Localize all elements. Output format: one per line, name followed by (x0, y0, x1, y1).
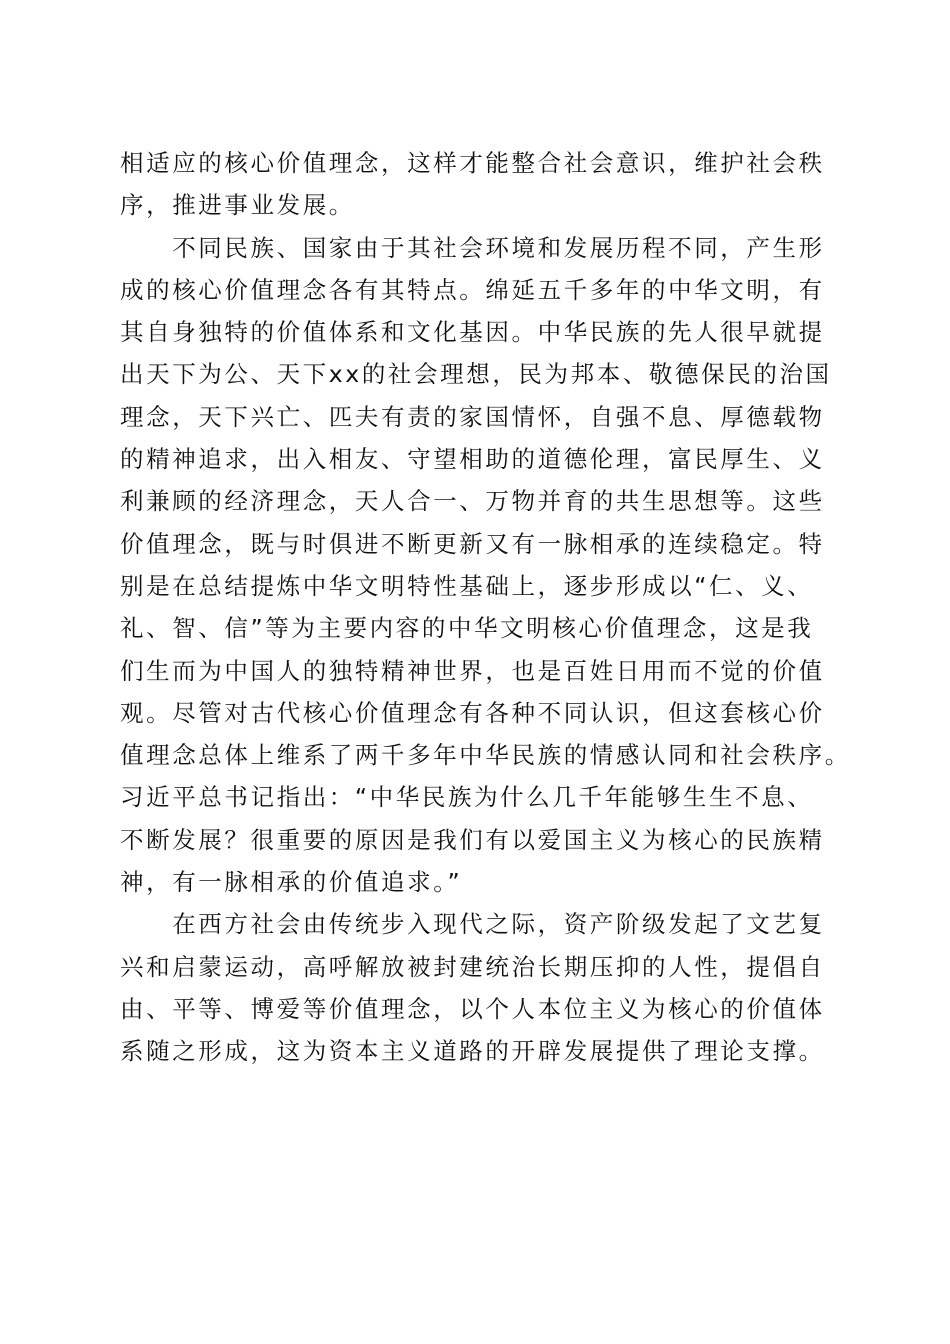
text-line: 利兼顾的经济理念，天人合一、万物并育的共生思想等。这些 (120, 487, 825, 516)
text-line: 不断发展？很重要的原因是我们有以爱国主义为核心的民族精 (120, 825, 825, 854)
text-line: 出天下为公、天下xx的社会理想，民为邦本、敬德保民的治国 (120, 360, 832, 389)
text-line: 成的核心价值理念各有其特点。绵延五千多年的中华文明，有 (120, 275, 825, 304)
text-line: 礼、智、信”等为主要内容的中华文明核心价值理念，这是我 (120, 614, 814, 643)
text-line: 系随之形成，这为资本主义道路的开辟发展提供了理论支撑。 (120, 1037, 825, 1066)
text-line: 序，推进事业发展。 (120, 191, 355, 220)
text-line: 不同民族、国家由于其社会环境和发展历程不同，产生形 (120, 233, 825, 262)
text-line: 的精神追求，出入相友、守望相助的道德伦理，富民厚生、义 (120, 445, 825, 474)
text-line: 由、平等、博爱等价值理念，以个人本位主义为核心的价值体 (120, 994, 825, 1023)
text-line: 价值理念，既与时俱进不断更新又有一脉相承的连续稳定。特 (120, 529, 825, 558)
text-line: 理念，天下兴亡、匹夫有责的家国情怀，自强不息、厚德载物 (120, 402, 825, 431)
text-line: 相适应的核心价值理念，这样才能整合社会意识，维护社会秩 (120, 149, 825, 177)
text-line: 别是在总结提炼中华文明特性基础上，逐步形成以“仁、义、 (120, 571, 814, 600)
text-line: 值理念总体上维系了两千多年中华民族的情感认同和社会秩序。 (120, 741, 851, 770)
text-line: 在西方社会由传统步入现代之际，资产阶级发起了文艺复 (120, 910, 825, 939)
text-line: 神，有一脉相承的价值追求。” (120, 868, 463, 897)
text-line: 们生而为中国人的独特精神世界，也是百姓日用而不觉的价值 (120, 656, 825, 685)
document-body (120, 142, 851, 1073)
text-line: 其自身独特的价值体系和文化基因。中华民族的先人很早就提 (120, 318, 825, 347)
text-line: 习近平总书记指出：“中华民族为什么几千年能够生生不息、 (120, 783, 814, 812)
text-line: 观。尽管对古代核心价值理念有各种不同认识，但这套核心价 (120, 698, 825, 727)
text-line: 兴和启蒙运动，高呼解放被封建统治长期压抑的人性，提倡自 (120, 952, 825, 981)
